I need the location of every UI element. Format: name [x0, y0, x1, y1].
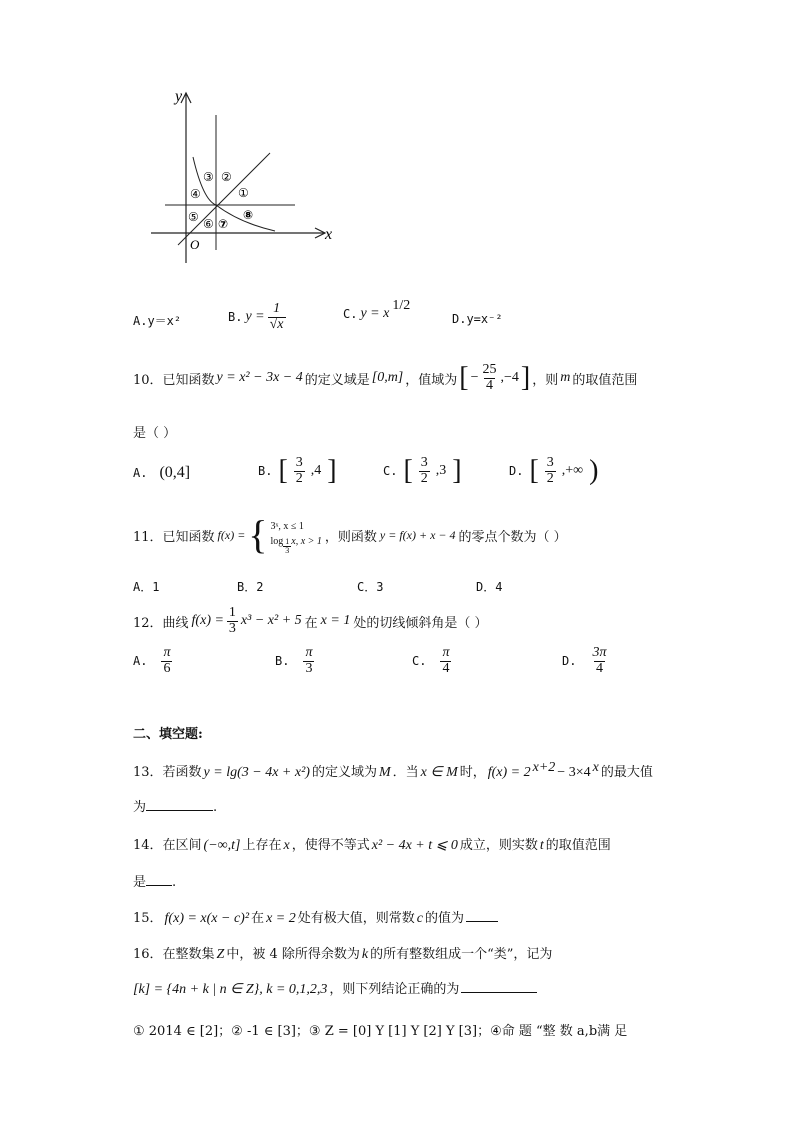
q10-option-c-bracket-left: [ — [403, 455, 413, 487]
q11-option-b[interactable]: B．2 — [237, 580, 264, 594]
q16-k: k — [361, 947, 369, 962]
q14-text-6: 是 — [133, 875, 147, 890]
q12-option-b-fraction — [303, 646, 314, 676]
q10-option-c-bracket-right: ] — [452, 455, 462, 487]
q15-c: c — [416, 911, 423, 926]
q9-option-c-exponent: 1/2 — [392, 298, 411, 313]
q12-text-1: 12．曲线 — [133, 615, 189, 631]
q12-option-c-fraction — [440, 646, 451, 676]
q16-text-1: 16．在整数集 — [133, 947, 215, 962]
q10-option-a-value: (0,4] — [159, 464, 191, 481]
q13-text-1: 13．若函数 — [133, 765, 202, 780]
q10-text-1: 10．已知函数 — [133, 372, 215, 388]
q12-option-d-fraction — [590, 646, 608, 676]
q12-option-b-numerator: π — [305, 645, 313, 660]
q10-formula: y = x² − 3x − 4 — [216, 370, 303, 386]
q11-case-2-base-numerator: 1 — [285, 536, 290, 546]
q12-option-a[interactable] — [133, 646, 172, 676]
q16-text-3: 的所有整数组成一个“类”，记为 — [370, 947, 553, 962]
q13-answer-blank[interactable] — [146, 798, 213, 811]
q9-option-d-text: D.y=x⁻² — [452, 312, 503, 326]
q11-stem — [133, 512, 567, 557]
q10-option-d[interactable] — [509, 456, 599, 486]
origin-label: O — [190, 237, 200, 252]
q10-option-b-denominator: 2 — [295, 470, 303, 486]
q10-stem-line-2 — [133, 422, 176, 441]
x-axis-label: x — [325, 226, 333, 243]
q12-option-b[interactable] — [275, 646, 314, 676]
q12-option-d-label: D. — [562, 654, 577, 669]
q11-text-3: 的零点个数为（ ） — [458, 529, 567, 545]
q14-inequality: x² − 4x + t ⩽ 0 — [371, 838, 458, 853]
q12-rest: x³ − x² + 5 — [240, 613, 302, 629]
q10-text-4: ，则 — [532, 372, 559, 388]
q13-text-5: 的最大值 — [600, 765, 653, 780]
q10-range-fraction — [481, 363, 499, 393]
q12-fraction-denominator: 3 — [228, 620, 236, 636]
region-8: ⑧ — [243, 208, 254, 222]
region-4: ④ — [190, 187, 201, 201]
q10-option-d-label: D. — [509, 464, 524, 479]
q15-text-4: 的值为 — [424, 911, 464, 926]
q12-option-d-numerator: 3π — [592, 645, 607, 660]
q10-option-b-fraction — [294, 456, 305, 486]
q10-option-c-label: C. — [383, 464, 398, 479]
q11-option-a[interactable]: A．1 — [133, 580, 160, 594]
q13-text-4: 时， — [459, 765, 486, 780]
q12-option-a-denominator: 6 — [163, 660, 171, 676]
q15-formula: f(x) = x(x − c)² — [164, 911, 250, 926]
function-graph-figure — [145, 85, 345, 265]
q16-text-2: 中，被 4 除所得余数为 — [226, 947, 360, 962]
q14-text-7: . — [172, 875, 177, 890]
q9-option-c[interactable] — [343, 298, 411, 322]
q10-option-d-bracket-right: ) — [589, 455, 599, 487]
q12-option-a-numerator: π — [163, 645, 171, 660]
q9-option-b-numerator: 1 — [273, 301, 281, 316]
q10-option-c-denominator: 2 — [420, 470, 428, 486]
q10-stem — [133, 363, 637, 393]
q11-piecewise-brace: { — [248, 512, 268, 557]
q12-option-d-denominator: 4 — [595, 660, 603, 676]
q11-case-2-rest: x, x > 1 — [291, 536, 322, 547]
q10-option-c-numerator: 3 — [420, 455, 428, 470]
q10-option-b-bracket-left: [ — [278, 455, 288, 487]
q16-stem — [133, 943, 552, 963]
q14-text-5: 的取值范围 — [545, 838, 611, 853]
q13-M: M — [378, 765, 391, 780]
q10-option-a[interactable] — [133, 464, 190, 482]
q9-option-a-text: A.y＝x² — [133, 314, 182, 328]
q10-option-b-label: B. — [258, 464, 273, 479]
q14-t: t — [539, 838, 544, 853]
q13-fx-exponent-2: x — [592, 760, 599, 775]
q10-option-b-bracket-right: ] — [327, 455, 337, 487]
q9-option-b-label: B. — [228, 310, 243, 325]
region-7: ⑦ — [218, 217, 229, 231]
q13-text-3: ．当 — [392, 765, 419, 780]
q16-answer-blank[interactable] — [461, 980, 537, 993]
q16-Z: Z — [216, 947, 225, 962]
q16-stem-line-3: ① 2014 ∈ [2]；② -1 ∈ [3]；③ Z = [0] Y [1] Y [2] Y [3]；④命 题 “整 数 a,b满 足 — [133, 1024, 628, 1039]
q13-fx: f(x) = 2 — [487, 765, 531, 780]
q11-text-1: 11．已知函数 — [133, 529, 215, 545]
q10-range-minus: − — [470, 370, 479, 386]
q12-text-3: 处的切线倾斜角是（ ） — [353, 615, 488, 631]
q13-stem — [133, 761, 653, 781]
q9-option-b[interactable] — [228, 302, 286, 332]
q16-stem-line-2 — [133, 978, 537, 998]
q11-case-2-base — [283, 538, 291, 556]
q14-text-4: 成立，则实数 — [459, 838, 538, 853]
q12-option-a-label: A. — [133, 654, 148, 669]
q10-option-d-bracket-left: [ — [529, 455, 539, 487]
q12-fraction — [227, 606, 238, 636]
q10-range-rest: ,−4 — [500, 370, 519, 386]
q15-stem — [133, 907, 498, 927]
q10-range-denominator: 4 — [486, 377, 494, 393]
q13-text-2: 的定义域为 — [311, 765, 377, 780]
q9-option-b-fraction — [268, 302, 286, 332]
q10-text-3: ，值域为 — [405, 372, 458, 388]
q12-option-c-denominator: 4 — [442, 660, 450, 676]
q12-option-c-label: C. — [412, 654, 427, 669]
region-5: ⑤ — [188, 210, 199, 224]
region-6: ⑥ — [203, 217, 214, 231]
q12-option-c[interactable] — [412, 646, 451, 676]
q10-option-a-label: A. — [133, 466, 148, 480]
region-1: ① — [238, 186, 249, 200]
q12-option-b-denominator: 3 — [305, 660, 313, 676]
q15-text-1: 15． — [133, 911, 163, 926]
q13-fx-exponent: x+2 — [532, 760, 556, 775]
q10-option-b-numerator: 3 — [295, 455, 303, 470]
q12-option-b-label: B. — [275, 654, 290, 669]
q10-option-d-denominator: 2 — [546, 470, 554, 486]
q9-option-d[interactable] — [452, 312, 503, 327]
q12-at: x = 1 — [320, 613, 351, 629]
q13-condition: x ∈ M — [420, 765, 458, 780]
q12-fx: f(x) = — [191, 613, 224, 629]
q10-option-c-rest: ,3 — [435, 463, 447, 479]
q16-text-4: ，则下列结论正确的为 — [329, 982, 460, 997]
q10-range-numerator: 25 — [482, 362, 497, 377]
q10-text-6: 是（ ） — [133, 426, 177, 441]
q13-text-7: . — [213, 800, 218, 815]
q13-text-6: 为 — [133, 800, 147, 815]
q10-text-5: 的取值范围 — [572, 372, 638, 388]
region-2: ② — [221, 170, 232, 184]
q10-range-bracket-right: ] — [520, 362, 531, 394]
q10-option-d-rest: ,+∞ — [561, 463, 584, 479]
q11-case-2 — [270, 533, 322, 555]
q11-case-1: 3ˣ, x ≤ 1 — [270, 520, 304, 532]
q14-interval: (−∞,t] — [203, 838, 241, 853]
q15-text-2: 在 — [251, 911, 265, 926]
q10-option-c[interactable] — [383, 456, 462, 486]
region-3: ③ — [203, 170, 214, 184]
q11-formula: y = f(x) + x − 4 — [379, 527, 456, 542]
q11-option-d[interactable]: D．4 — [476, 580, 503, 594]
q13-fx-mid: − 3×4 — [557, 765, 591, 780]
q14-stem-line-2 — [133, 871, 176, 890]
q12-stem — [133, 606, 487, 636]
q12-fraction-numerator: 1 — [228, 605, 236, 620]
q10-option-d-numerator: 3 — [546, 455, 554, 470]
q9-option-c-lhs: y = x — [360, 306, 390, 321]
q14-answer-blank[interactable] — [146, 873, 172, 886]
q13-stem-line-2 — [133, 796, 217, 815]
q12-option-a-fraction — [161, 646, 172, 676]
q10-domain: [0,m] — [371, 370, 404, 386]
q11-text-2: ，则函数 — [324, 529, 377, 545]
q14-text-1: 14．在区间 — [133, 838, 202, 853]
q10-m: m — [560, 370, 571, 386]
q9-option-b-lhs: y = — [245, 309, 265, 325]
q16-set-definition: [k] = {4n + k | n ∈ Z}, k = 0,1,2,3 — [133, 982, 328, 997]
q10-option-b[interactable] — [258, 456, 337, 486]
q11-piecewise-cases — [270, 520, 322, 555]
q15-text-3: 处有极大值，则常数 — [297, 911, 415, 926]
q14-text-3: ，使得不等式 — [291, 838, 370, 853]
q10-option-d-fraction — [545, 456, 556, 486]
q10-option-b-rest: ,4 — [310, 463, 322, 479]
q14-stem — [133, 834, 611, 854]
q11-case-2-base-denominator: 3 — [285, 546, 290, 555]
q11-fx: f(x) = — [217, 527, 246, 542]
section-heading-fill-in: 二、填空题: — [133, 727, 203, 742]
q10-text-2: 的定义域是 — [304, 372, 370, 388]
q15-answer-blank[interactable] — [466, 909, 498, 922]
q10-range-bracket-left: [ — [459, 362, 469, 394]
q15-at: x = 2 — [266, 911, 296, 926]
q12-text-2: 在 — [304, 615, 318, 631]
q13-formula: y = lg(3 − 4x + x²) — [203, 765, 310, 780]
q12-option-c-numerator: π — [442, 645, 450, 660]
q11-option-c[interactable]: C．3 — [357, 580, 384, 594]
q9-option-b-denominator: √x — [269, 316, 284, 332]
q11-case-2-log: log — [270, 536, 284, 547]
q9-option-c-label: C. — [343, 307, 358, 321]
q9-option-a[interactable] — [133, 312, 181, 329]
q10-option-c-fraction — [419, 456, 430, 486]
q12-option-d[interactable] — [562, 646, 608, 676]
q14-x: x — [283, 838, 290, 853]
y-axis-label: y — [175, 88, 183, 105]
q14-text-2: 上存在 — [242, 838, 282, 853]
